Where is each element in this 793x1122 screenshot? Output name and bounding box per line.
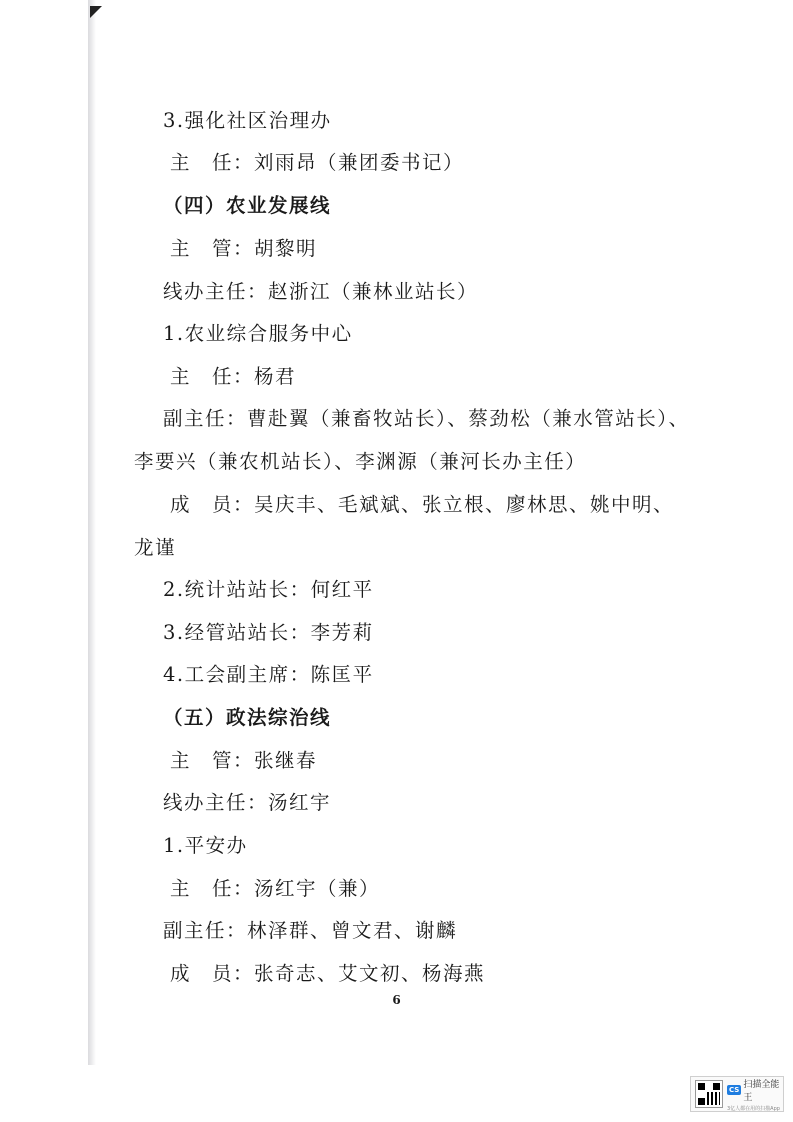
heading-agriculture-line: （四）农业发展线 [163,194,332,217]
safety-office-deputy-directors: 副主任：林泽群、曾文君、谢麟 [163,919,458,942]
scan-shadow-edge [88,0,96,1065]
agri-center-members: 成 员：吴庆丰、毛斌斌、张立根、廖林思、姚中明、 [170,493,675,516]
corner-fold-mark [90,6,102,18]
section-title-community-governance: 3.强化社区治理办 [163,109,332,132]
watermark-text-group [727,1077,783,1112]
qr-code-icon [695,1080,723,1108]
section-title-agri-service-center: 1.农业综合服务中心 [163,322,353,345]
section-title-safety-office: 1.平安办 [163,834,248,857]
agriculture-supervisor: 主 管：胡黎明 [170,237,318,260]
agriculture-line-office-director: 线办主任：赵浙江（兼林业站长） [163,280,479,303]
watermark-title-row [727,1077,783,1103]
management-station-head: 3.经管站站长：李芳莉 [163,621,374,644]
watermark-tagline: 3亿人都在用的扫描App [727,1105,780,1112]
union-vice-chair: 4.工会副主席：陈匡平 [163,663,374,686]
safety-office-members: 成 员：张奇志、艾文初、杨海燕 [170,962,486,985]
watermark-app-name: 扫描全能王 [743,1079,780,1103]
heading-politics-law-line: （五）政法综治线 [163,706,332,729]
agri-center-deputy-directors-cont: 李要兴（兼农机站长）、李渊源（兼河长办主任） [134,450,587,473]
statistics-station-head: 2.统计站站长：何红平 [163,578,374,601]
scanner-watermark-badge [690,1076,784,1112]
agri-center-members-cont: 龙谨 [134,536,177,559]
safety-office-director: 主 任：汤红宇（兼） [170,877,381,900]
agri-center-deputy-directors: 副主任：曹赴翼（兼畜牧站长）、蔡劲松（兼水管站长）、 [163,407,690,430]
camscanner-logo-icon: CS [729,1085,740,1094]
politics-law-supervisor: 主 管：张继春 [170,749,318,772]
community-office-director: 主 任：刘雨昂（兼团委书记） [170,151,465,174]
page-number: 6 [392,993,401,1007]
agri-center-director: 主 任：杨君 [170,365,297,388]
politics-law-office-director: 线办主任：汤红宇 [163,791,332,814]
